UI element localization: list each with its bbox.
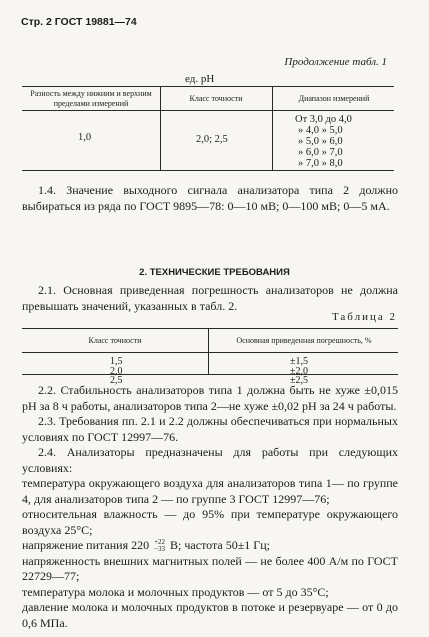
table-2-col-accuracy — [110, 357, 123, 386]
table-2-pad — [22, 334, 398, 335]
table-1-col-divider — [272, 86, 273, 170]
table-2-rule-top-b — [22, 328, 398, 329]
paragraph-1-4: 1.4. Значение выходного сигнала анализатора типа 2 должно выбираться из ряда по ГОСТ 9895—78: 0—10 мВ; 0—100 мВ; 0—5 мА. — [22, 183, 398, 213]
voltage-tolerance-minus: −33 — [154, 545, 166, 554]
page-header: Стр. 2 ГОСТ 19881—74 — [21, 16, 137, 28]
unit-label: ед. pH — [185, 73, 215, 85]
table-2-error-value: ±2,5 — [290, 375, 308, 386]
range-line: От 3,0 до 4,0 — [295, 114, 352, 125]
table-2-accuracy-value: 2,5 — [110, 375, 123, 386]
table-2-bottom-rule — [22, 374, 398, 375]
range-line: » 4,0 » 5,0 — [298, 125, 343, 136]
table-1-col-divider — [160, 86, 161, 170]
table-2-header-error: Основная приведенная погрешность, % — [236, 336, 372, 345]
table-1-header-difference: Разность между нижним и верхним пределами измерений — [30, 89, 152, 108]
table-1-cell-accuracy: 2,0; 2,5 — [196, 134, 228, 145]
paragraph-2-3: 2.3. Требования пп. 2.1 и 2.2 должны обеспечиваться при нормальных условиях по ГОСТ 12997—76. — [22, 414, 398, 444]
condition-pressure: давление молока и молочных продуктов в потоке и резервуаре — от 0 до 0,6 МПа. — [22, 600, 398, 630]
table-2-header-accuracy: Класс точности — [88, 336, 142, 345]
voltage-prefix: напряжение питания 220 — [22, 538, 150, 552]
paragraph-2-4: 2.4. Анализаторы предназначены для работы при следующих условиях: — [22, 445, 398, 475]
table-1-header-range: Диапазон измерений — [298, 94, 370, 103]
table-1-cell-difference: 1,0 — [78, 132, 92, 143]
table-2-title: Таблица 2 — [331, 311, 397, 323]
table-1-header-rule — [22, 110, 394, 111]
condition-milk-temperature: температура молока и молочных продуктов — от 5 до 35°С; — [22, 584, 329, 599]
table-2-header-divider — [22, 352, 398, 353]
condition-magnetic-field: напряженность внешних магнитных полей — не более 400 А/м по ГОСТ 22729—77; — [22, 553, 398, 583]
table-2-accuracy-value: 2,0 — [110, 365, 123, 377]
condition-voltage — [22, 538, 398, 554]
table-1-cell-ranges — [295, 114, 352, 169]
paragraph-2-2: 2.2. Стабильность анализаторов типа 1 должна быть не хуже ±0,015 pH за 8 ч работы, анализаторов типа 2—не хуже ±0,02 pH за 24 ч работы. — [22, 383, 398, 413]
range-line: » 7,0 » 8,0 — [298, 158, 343, 169]
range-line: » 5,0 » 6,0 — [298, 136, 343, 147]
voltage-tolerance — [154, 539, 165, 553]
table-2-accuracy-value: 1,5 — [110, 356, 123, 367]
range-line: » 6,0 » 7,0 — [298, 147, 343, 158]
table-1-bottom-rule — [22, 170, 394, 171]
table-continuation-label: Продолжение табл. 1 — [284, 56, 387, 68]
table-2-col-error — [290, 357, 308, 386]
table-1-top-rule — [22, 86, 394, 87]
table-2-error-value: ±2,0 — [290, 365, 308, 377]
table-1-header-accuracy: Класс точности — [189, 94, 243, 103]
condition-humidity: относительная влажность — до 95% при температуре окружающего воздуха 25°С; — [22, 507, 398, 537]
table-2-error-value: ±1,5 — [290, 356, 308, 367]
voltage-tolerance-plus: +22 — [154, 538, 166, 547]
table-2-col-divider — [208, 328, 209, 374]
conditions-list — [22, 476, 398, 631]
condition-air-temperature: температура окружающего воздуха для анализаторов типа 1— по группе 4, для анализаторов типа 2 — по группе 3 ГОСТ 12997—76; — [22, 476, 398, 506]
section-title: 2. ТЕХНИЧЕСКИЕ ТРЕБОВАНИЯ — [139, 267, 290, 278]
voltage-suffix: В; частота 50±1 Гц; — [170, 538, 270, 552]
paragraph-2-1: 2.1. Основная приведенная погрешность анализаторов не должна превышать значений, указанных в табл. 2. — [22, 283, 398, 313]
